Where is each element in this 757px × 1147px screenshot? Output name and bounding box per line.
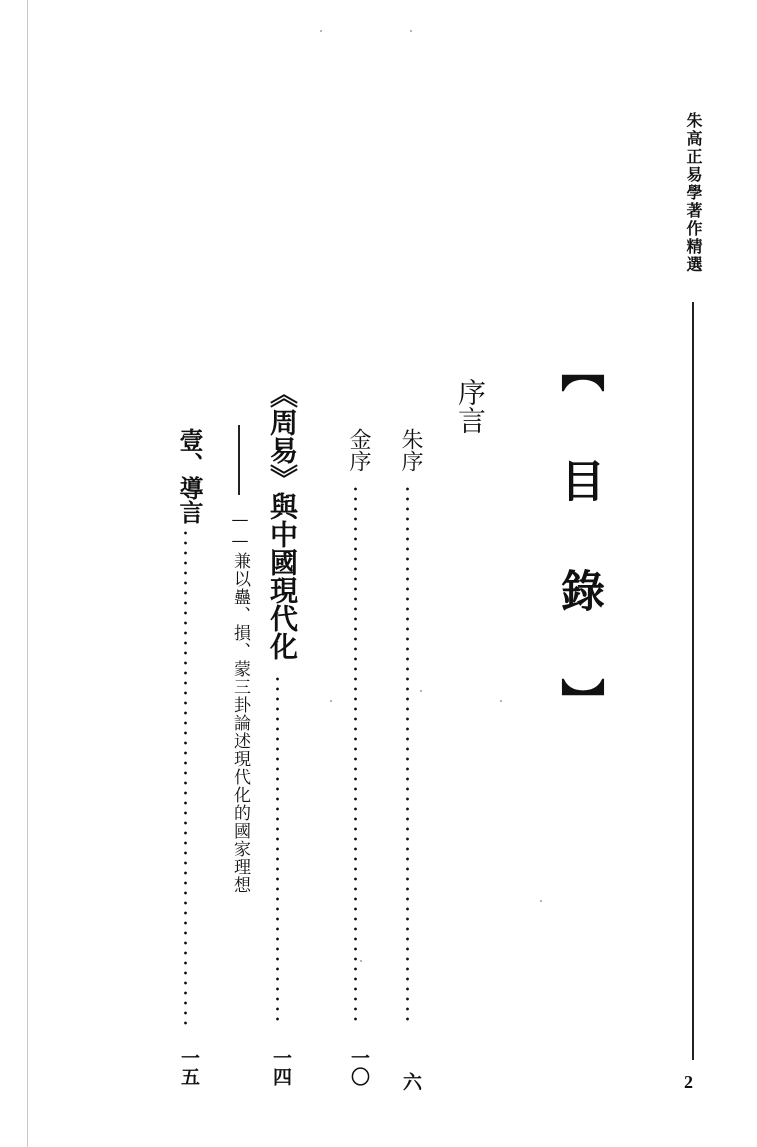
preface-heading: 序言 — [454, 378, 487, 434]
scan-speck — [360, 960, 362, 962]
toc-leader-dots — [184, 528, 187, 1028]
toc-entry-label: 朱序 — [398, 428, 423, 472]
scan-speck — [320, 30, 322, 32]
page-edge-line — [27, 0, 28, 1147]
toc-entry-subtitle: ——兼以蠱、損、蒙三卦論述現代化的國家理想 — [230, 510, 250, 894]
toc-entry-page: 一五 — [178, 1048, 200, 1086]
scan-speck — [330, 700, 332, 702]
toc-entry-label: 金序 — [346, 428, 371, 472]
toc-leader-dots — [276, 674, 279, 1026]
running-header-title: 朱高正易學著作精選 — [684, 112, 703, 274]
page-number: 2 — [684, 1072, 693, 1092]
subtitle-dash — [238, 425, 240, 495]
scan-speck — [420, 690, 422, 692]
toc-entry-page: 一四 — [270, 1048, 292, 1086]
toc-leader-dots — [354, 484, 357, 1024]
scan-speck — [410, 30, 412, 32]
toc-entry-label: 壹、導言 — [175, 428, 204, 524]
scan-speck — [540, 900, 542, 902]
header-rule — [692, 302, 694, 1060]
toc-entry-page: 六 — [400, 1072, 422, 1091]
toc-heading: 【目錄】 — [553, 348, 604, 788]
toc-leader-dots — [406, 484, 409, 1024]
scan-speck — [500, 700, 502, 702]
toc-entry-page: 一〇 — [348, 1048, 370, 1086]
toc-entry-label: 《周易》與中國現代化 — [266, 380, 299, 660]
